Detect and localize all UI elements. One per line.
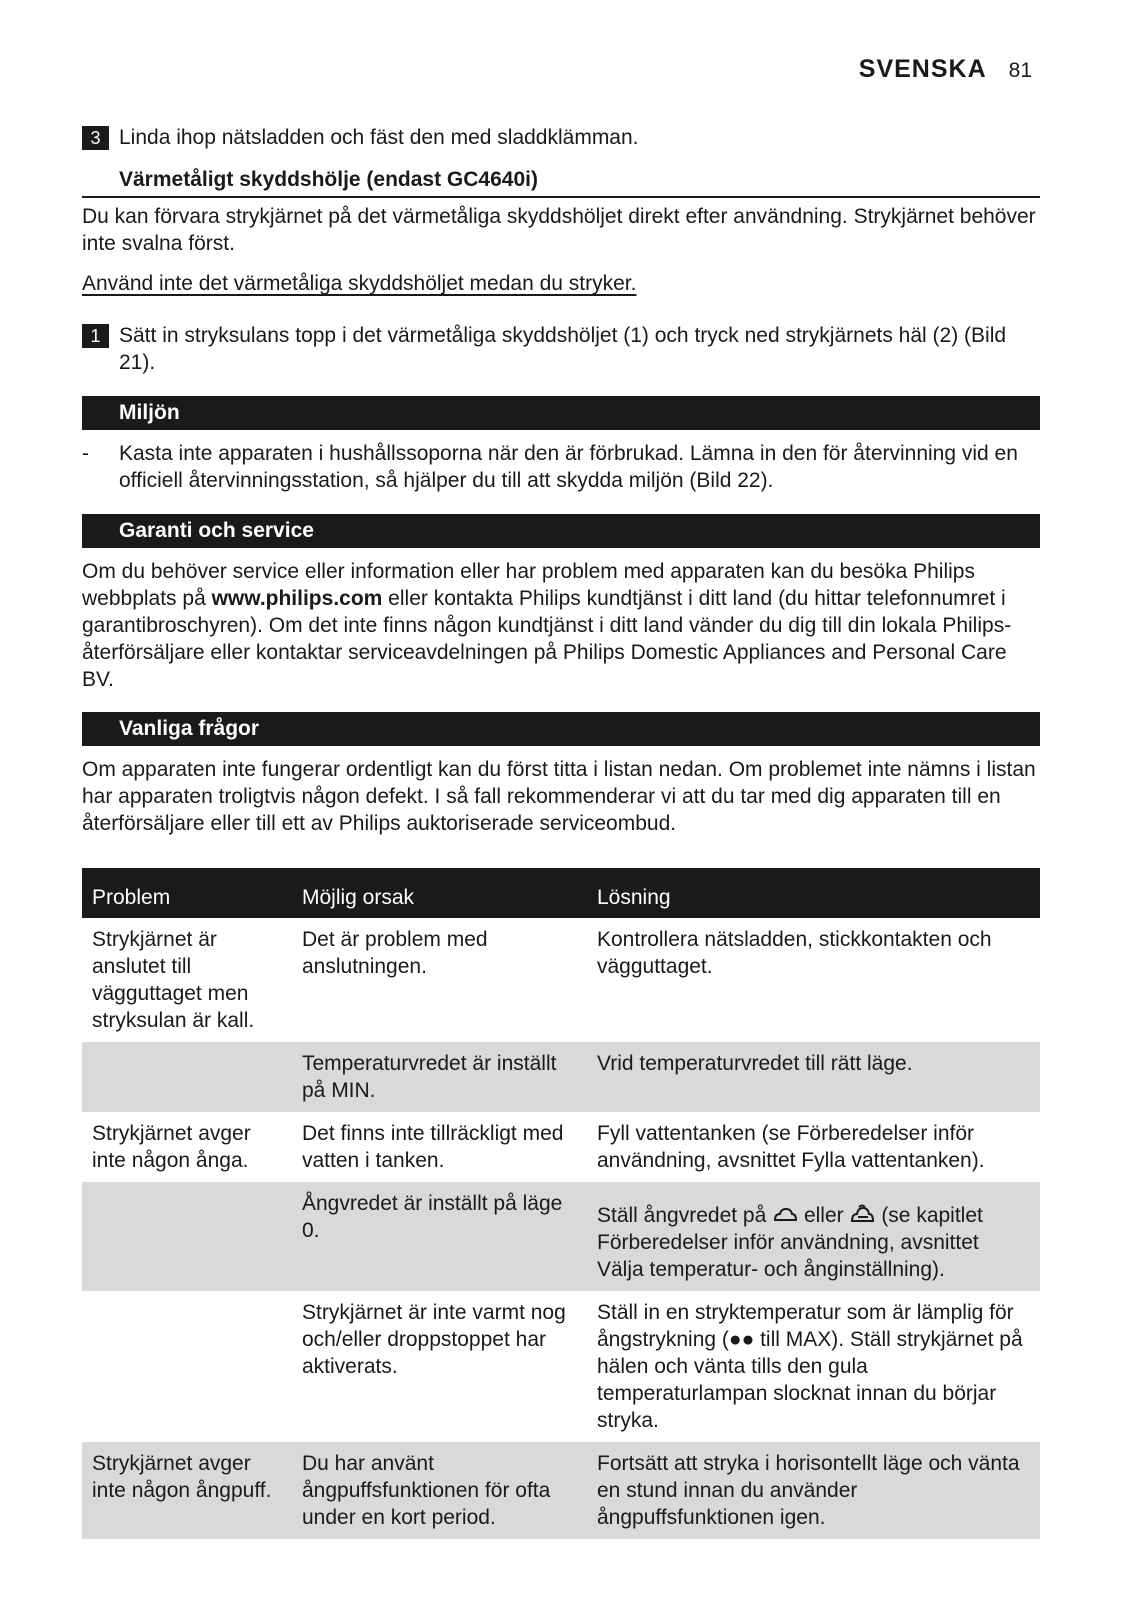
step-text: Linda ihop nätsladden och fäst den med sladdklämman. <box>119 126 639 149</box>
stand-warning-wrapper <box>82 270 1040 297</box>
section-heading-environment: Miljön <box>82 396 1040 430</box>
section-heading-faq: Vanliga frågor <box>82 712 1040 746</box>
column-header-cause: Möjlig orsak <box>292 868 587 918</box>
problem-cell: Strykjärnet avger inte någon ånga. <box>92 1122 251 1172</box>
solution-cell: Ställ ångvredet på eller (se kapitlet Förberedelser inför användning, avsnittet Välja temperatur- och ånginställning). <box>587 1182 1040 1291</box>
problem-cell <box>82 1291 292 1442</box>
problem-cell <box>82 1182 292 1291</box>
column-header-solution: Lösning <box>587 868 1040 918</box>
table-row <box>82 1042 1040 1112</box>
solution-cell: Kontrollera nätsladden, stickkontakten och vägguttaget. <box>597 928 992 978</box>
solution-cell: Vrid temperaturvredet till rätt läge. <box>587 1042 1040 1112</box>
bullet-text: Kasta inte apparaten i hushållssoporna när den är förbrukad. Lämna in den för återvinning vid en officiell återvinningsstation, så hjälper du till att skydda miljön (Bild 22). <box>119 442 1018 492</box>
cause-cell: Strykjärnet är inte varmt nog och/eller droppstoppet har aktiverats. <box>302 1301 566 1378</box>
subheading-heat-resistant-cover: Värmetåligt skyddshölje (endast GC4640i) <box>82 167 1040 198</box>
solution-cell: Fortsätt att stryka i horisontellt läge och vänta en stund innan du använder ångpuffsfunktionen igen. <box>587 1442 1040 1539</box>
section-heading-guarantee: Garanti och service <box>82 514 1040 548</box>
table-header-row <box>82 868 1040 918</box>
table-row <box>82 1112 1040 1182</box>
cause-cell: Ångvredet är inställt på läge 0. <box>292 1182 587 1291</box>
step-number-badge: 1 <box>82 324 109 348</box>
problem-cell: Strykjärnet är anslutet till vägguttaget men stryksulan är kall. <box>92 928 255 1032</box>
environment-bullet <box>82 440 1040 494</box>
steam-low-icon <box>772 1205 798 1225</box>
bullet-dash: - <box>82 442 89 465</box>
cause-cell: Du har använt ångpuffsfunktionen för ofta under en kort period. <box>292 1442 587 1539</box>
faq-intro-paragraph: Om apparaten inte fungerar ordentligt kan du först titta i listan nedan. Om problemet inte nämns i listan har apparaten troligtvis någon defekt. I så fall rekommenderar vi att du tar med dig apparaten till en återförsäljare eller till ett av Philips auktoriserade serviceombud. <box>82 758 1036 835</box>
cause-cell: Det är problem med anslutningen. <box>302 928 488 978</box>
steam-high-icon <box>849 1203 875 1225</box>
cause-cell: Temperaturvredet är inställt på MIN. <box>292 1042 587 1112</box>
guarantee-paragraph: Om du behöver service eller information eller har problem med apparaten kan du besöka Philips webbplats på www.philips.com eller kontakta Philips kundtjänst i ditt land (du hittar telefonnumret i garantibroschyren). Om det inte finns någon kundtjänst i ditt land vänder du dig till din lokala Philips-återförsäljare eller kontaktar serviceavdelningen på Philips Domestic Appliances and Personal Care BV. <box>82 560 1012 691</box>
stand-warning: Använd inte det värmetåliga skyddshöljet medan du stryker. <box>82 272 637 295</box>
column-header-problem: Problem <box>82 868 292 918</box>
step-1 <box>82 322 1040 376</box>
problem-cell <box>82 1042 292 1112</box>
troubleshooting-table <box>82 868 1040 1539</box>
step-number-badge: 3 <box>82 126 109 150</box>
problem-cell: Strykjärnet avger inte någon ångpuff. <box>82 1442 292 1539</box>
table-row <box>82 918 1040 1042</box>
page-header <box>859 55 1032 84</box>
solution-cell: Ställ in en stryktemperatur som är lämplig för ångstrykning (●● till MAX). Ställ strykjärnet på hälen och vänta tills den gula temperaturlampan slocknat innan du börjar stryka. <box>597 1301 1023 1432</box>
step-text: Sätt in stryksulans topp i det värmetåliga skyddshöljet (1) och tryck ned strykjärnets häl (2) (Bild 21). <box>119 324 1007 374</box>
stand-intro-paragraph: Du kan förvara strykjärnet på det värmetåliga skyddshöljet direkt efter användning. Strykjärnet behöver inte svalna först. <box>82 205 1036 255</box>
cause-cell: Det finns inte tillräckligt med vatten i tanken. <box>302 1122 564 1172</box>
page-number: 81 <box>1008 59 1032 82</box>
table-row <box>82 1182 1040 1291</box>
solution-cell: Fyll vattentanken (se Förberedelser inför användning, avsnittet Fylla vattentanken). <box>597 1122 985 1172</box>
language-label: SVENSKA <box>858 55 987 83</box>
philips-website-link[interactable]: www.philips.com <box>211 587 383 610</box>
table-row <box>82 1291 1040 1442</box>
step-3 <box>82 124 1040 151</box>
table-row <box>82 1442 1040 1539</box>
